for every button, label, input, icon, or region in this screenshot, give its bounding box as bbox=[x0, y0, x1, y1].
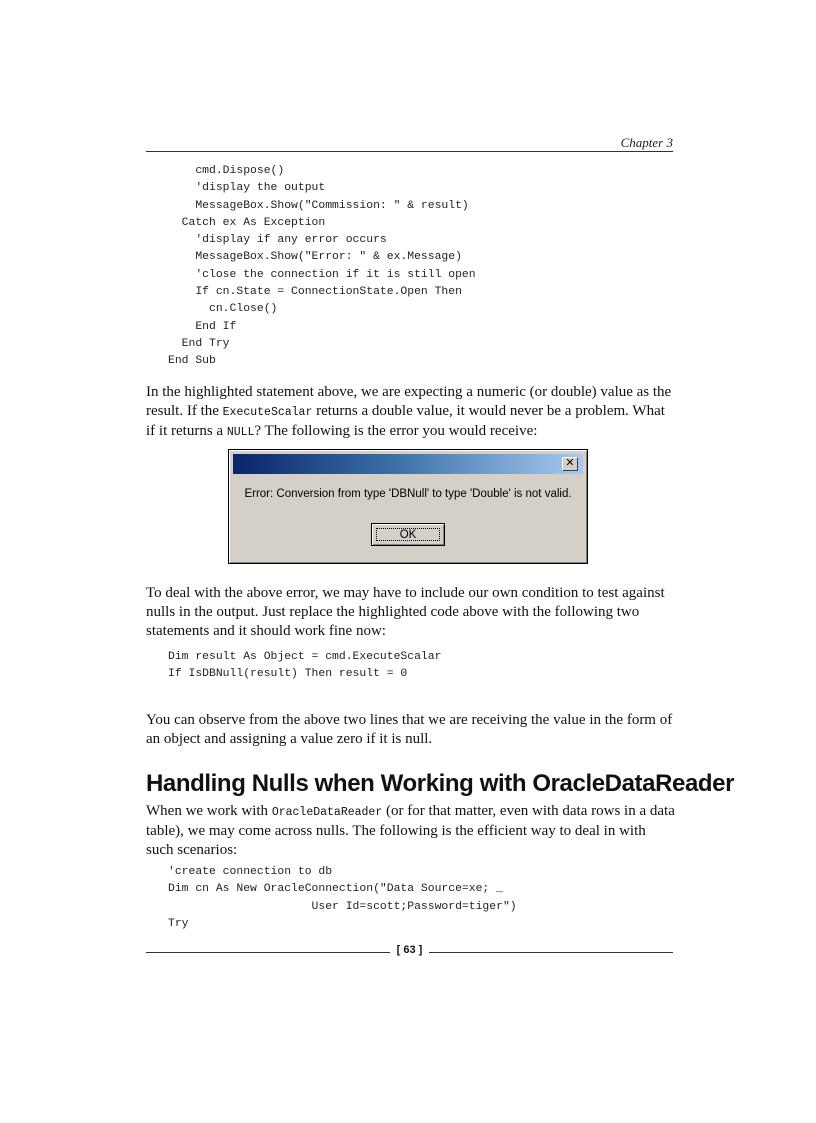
code-line: 'display if any error occurs bbox=[168, 234, 387, 247]
code-line: End If bbox=[168, 320, 237, 333]
paragraph-text: ? The following is the error you would receive: bbox=[254, 423, 538, 440]
header-rule bbox=[146, 151, 673, 152]
code-line: Dim cn As New OracleConnection("Data Source=xe; _ bbox=[168, 883, 503, 896]
code-line: User Id=scott;Password=tiger") bbox=[168, 900, 517, 913]
inline-code: OracleDataReader bbox=[271, 806, 383, 819]
footer-rule bbox=[146, 952, 390, 953]
code-line: End Try bbox=[168, 337, 230, 350]
code-line: 'create connection to db bbox=[168, 866, 333, 878]
code-line: If cn.State = ConnectionState.Open Then bbox=[168, 286, 462, 299]
code-line: Catch ex As Exception bbox=[168, 216, 326, 229]
error-dialog-screenshot bbox=[228, 449, 588, 564]
code-line: End Sub bbox=[168, 355, 216, 368]
paragraph-text: When we work with bbox=[146, 803, 272, 819]
code-line: 'close the connection if it is still open bbox=[168, 268, 476, 281]
ok-button-label: OK bbox=[399, 529, 417, 541]
paragraph-4 bbox=[146, 802, 676, 861]
inline-code: NULL bbox=[226, 426, 255, 440]
paragraph-text: (or for that matter, even with data rows in a data table), we may come across nulls. The following is the efficient way to deal in with such scenarios: bbox=[146, 803, 675, 859]
dialog-titlebar bbox=[233, 454, 583, 474]
paragraph-text: returns a double value, it would never be a problem. What if it returns a bbox=[146, 403, 665, 440]
close-icon[interactable]: ✕ bbox=[562, 457, 578, 471]
ok-button[interactable] bbox=[371, 523, 445, 546]
footer-rule bbox=[429, 952, 673, 953]
inline-code: ExecuteScalar bbox=[222, 406, 313, 420]
section-heading: Handling Nulls when Working with OracleDataReader bbox=[146, 770, 735, 797]
code-line: 'display the output bbox=[168, 182, 326, 195]
running-header: Chapter 3 bbox=[620, 135, 673, 150]
page-number: [ 63 ] bbox=[396, 944, 423, 956]
paragraph-1 bbox=[146, 383, 676, 443]
code-line: MessageBox.Show("Commission: " & result) bbox=[168, 199, 469, 212]
code-block-3 bbox=[168, 864, 517, 933]
code-line: Try bbox=[168, 917, 189, 930]
focus-rect bbox=[376, 528, 440, 541]
code-line: Dim result As Object = cmd.ExecuteScalar bbox=[168, 651, 442, 663]
paragraph-3: You can observe from the above two lines that we are receiving the value in the form of an object and assigning a value zero if it is null. bbox=[146, 712, 673, 748]
code-line: cmd.Dispose() bbox=[168, 165, 285, 177]
code-line: MessageBox.Show("Error: " & ex.Message) bbox=[168, 251, 462, 264]
paragraph-text: In the highlighted statement above, we are expecting a numeric (or double) value as the result. If the bbox=[146, 384, 672, 420]
code-block-1 bbox=[168, 163, 476, 371]
dialog-message: Error: Conversion from type 'DBNull' to type 'Double' is not valid. bbox=[244, 488, 572, 500]
code-line: cn.Close() bbox=[168, 303, 278, 316]
page-footer bbox=[146, 944, 673, 960]
code-block-2 bbox=[168, 649, 441, 684]
code-line: If IsDBNull(result) Then result = 0 bbox=[168, 668, 408, 681]
paragraph-2: To deal with the above error, we may have to include our own condition to test against nulls in the output. Just replace the highlighted code above with the following two statements and it should work fine now: bbox=[146, 585, 665, 640]
